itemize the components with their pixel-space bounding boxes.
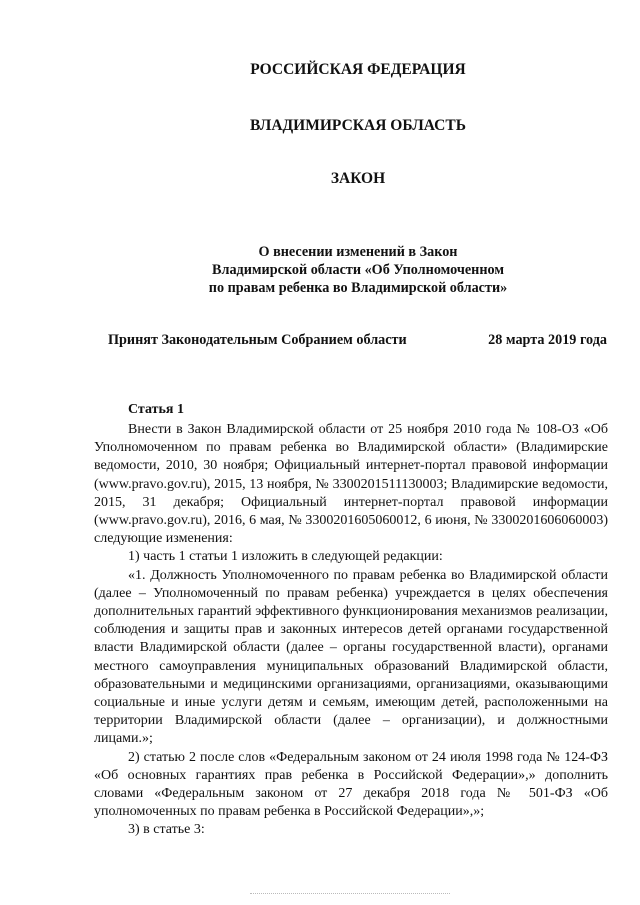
article-body bbox=[94, 421, 608, 840]
article-paragraph: Внести в Закон Владимирской области от 25 ноября 2010 года № 108-ОЗ «Об Уполномоченном по правам ребенка во Владимирской области» (Владимирские ведомости, 2010, 30 ноября; Официальный интернет-портал правовой информации (www.pravo.gov.ru), 2015, 13 ноября, № 3300201511130003; Владимирские ведомости, 2015, 31 декабря; Официальный интернет-портал правовой информации (www.pravo.gov.ru), 2016, 6 мая, № 3300201605060012, 6 июня, № 3300201606060003) следующие изменения: bbox=[94, 422, 608, 547]
scan-artifact bbox=[250, 893, 450, 897]
law-title-line: О внесении изменений в Закон bbox=[258, 244, 458, 260]
law-title-line: по правам ребенка во Владимирской области» bbox=[208, 280, 508, 296]
article-paragraph: 3) в статье 3: bbox=[128, 822, 205, 838]
adoption-date: 28 марта 2019 года bbox=[488, 332, 607, 348]
law-heading: ЗАКОН bbox=[330, 170, 386, 187]
region-heading: ВЛАДИМИРСКАЯ ОБЛАСТЬ bbox=[250, 117, 466, 134]
article-paragraph: «1. Должность Уполномоченного по правам ребенка во Владимирской области (далее – Уполномоченный по правам ребенка) учреждается в целях обеспечения дополнительных гарантий эффективного функционирования механизмов реализации, соблюдения и защиты прав и законных интересов детей органами государственной власти Владимирской области (далее – органы государственной власти), органами местного самоуправления муниципальных образований Владимирской области, образовательными и медицинскими организациями, организациями, оказывающими социальные и иные услуги детям и семьям, имеющим детей, расположенными на территории Владимирской области (далее – организации), и должностными лицами.»; bbox=[94, 567, 608, 747]
law-title-line: Владимирской области «Об Уполномоченном bbox=[212, 262, 504, 278]
adopted-by: Принят Законодательным Собранием области bbox=[108, 332, 407, 348]
article-paragraph: 1) часть 1 статьи 1 изложить в следующей редакции: bbox=[128, 549, 443, 565]
article-paragraph: 2) статью 2 после слов «Федеральным законом от 24 июля 1998 года № 124-ФЗ «Об основных гарантиях прав ребенка в Российской Федерации»,» дополнить словами «Федеральным законом от 27 декабря 2018 года № 501-ФЗ «Об уполномоченных по правам ребенка в Российской Федерации»,»; bbox=[94, 749, 608, 820]
federation-heading: РОССИЙСКАЯ ФЕДЕРАЦИЯ bbox=[250, 61, 466, 78]
law-title bbox=[38, 243, 640, 297]
article-heading: Статья 1 bbox=[128, 402, 184, 417]
